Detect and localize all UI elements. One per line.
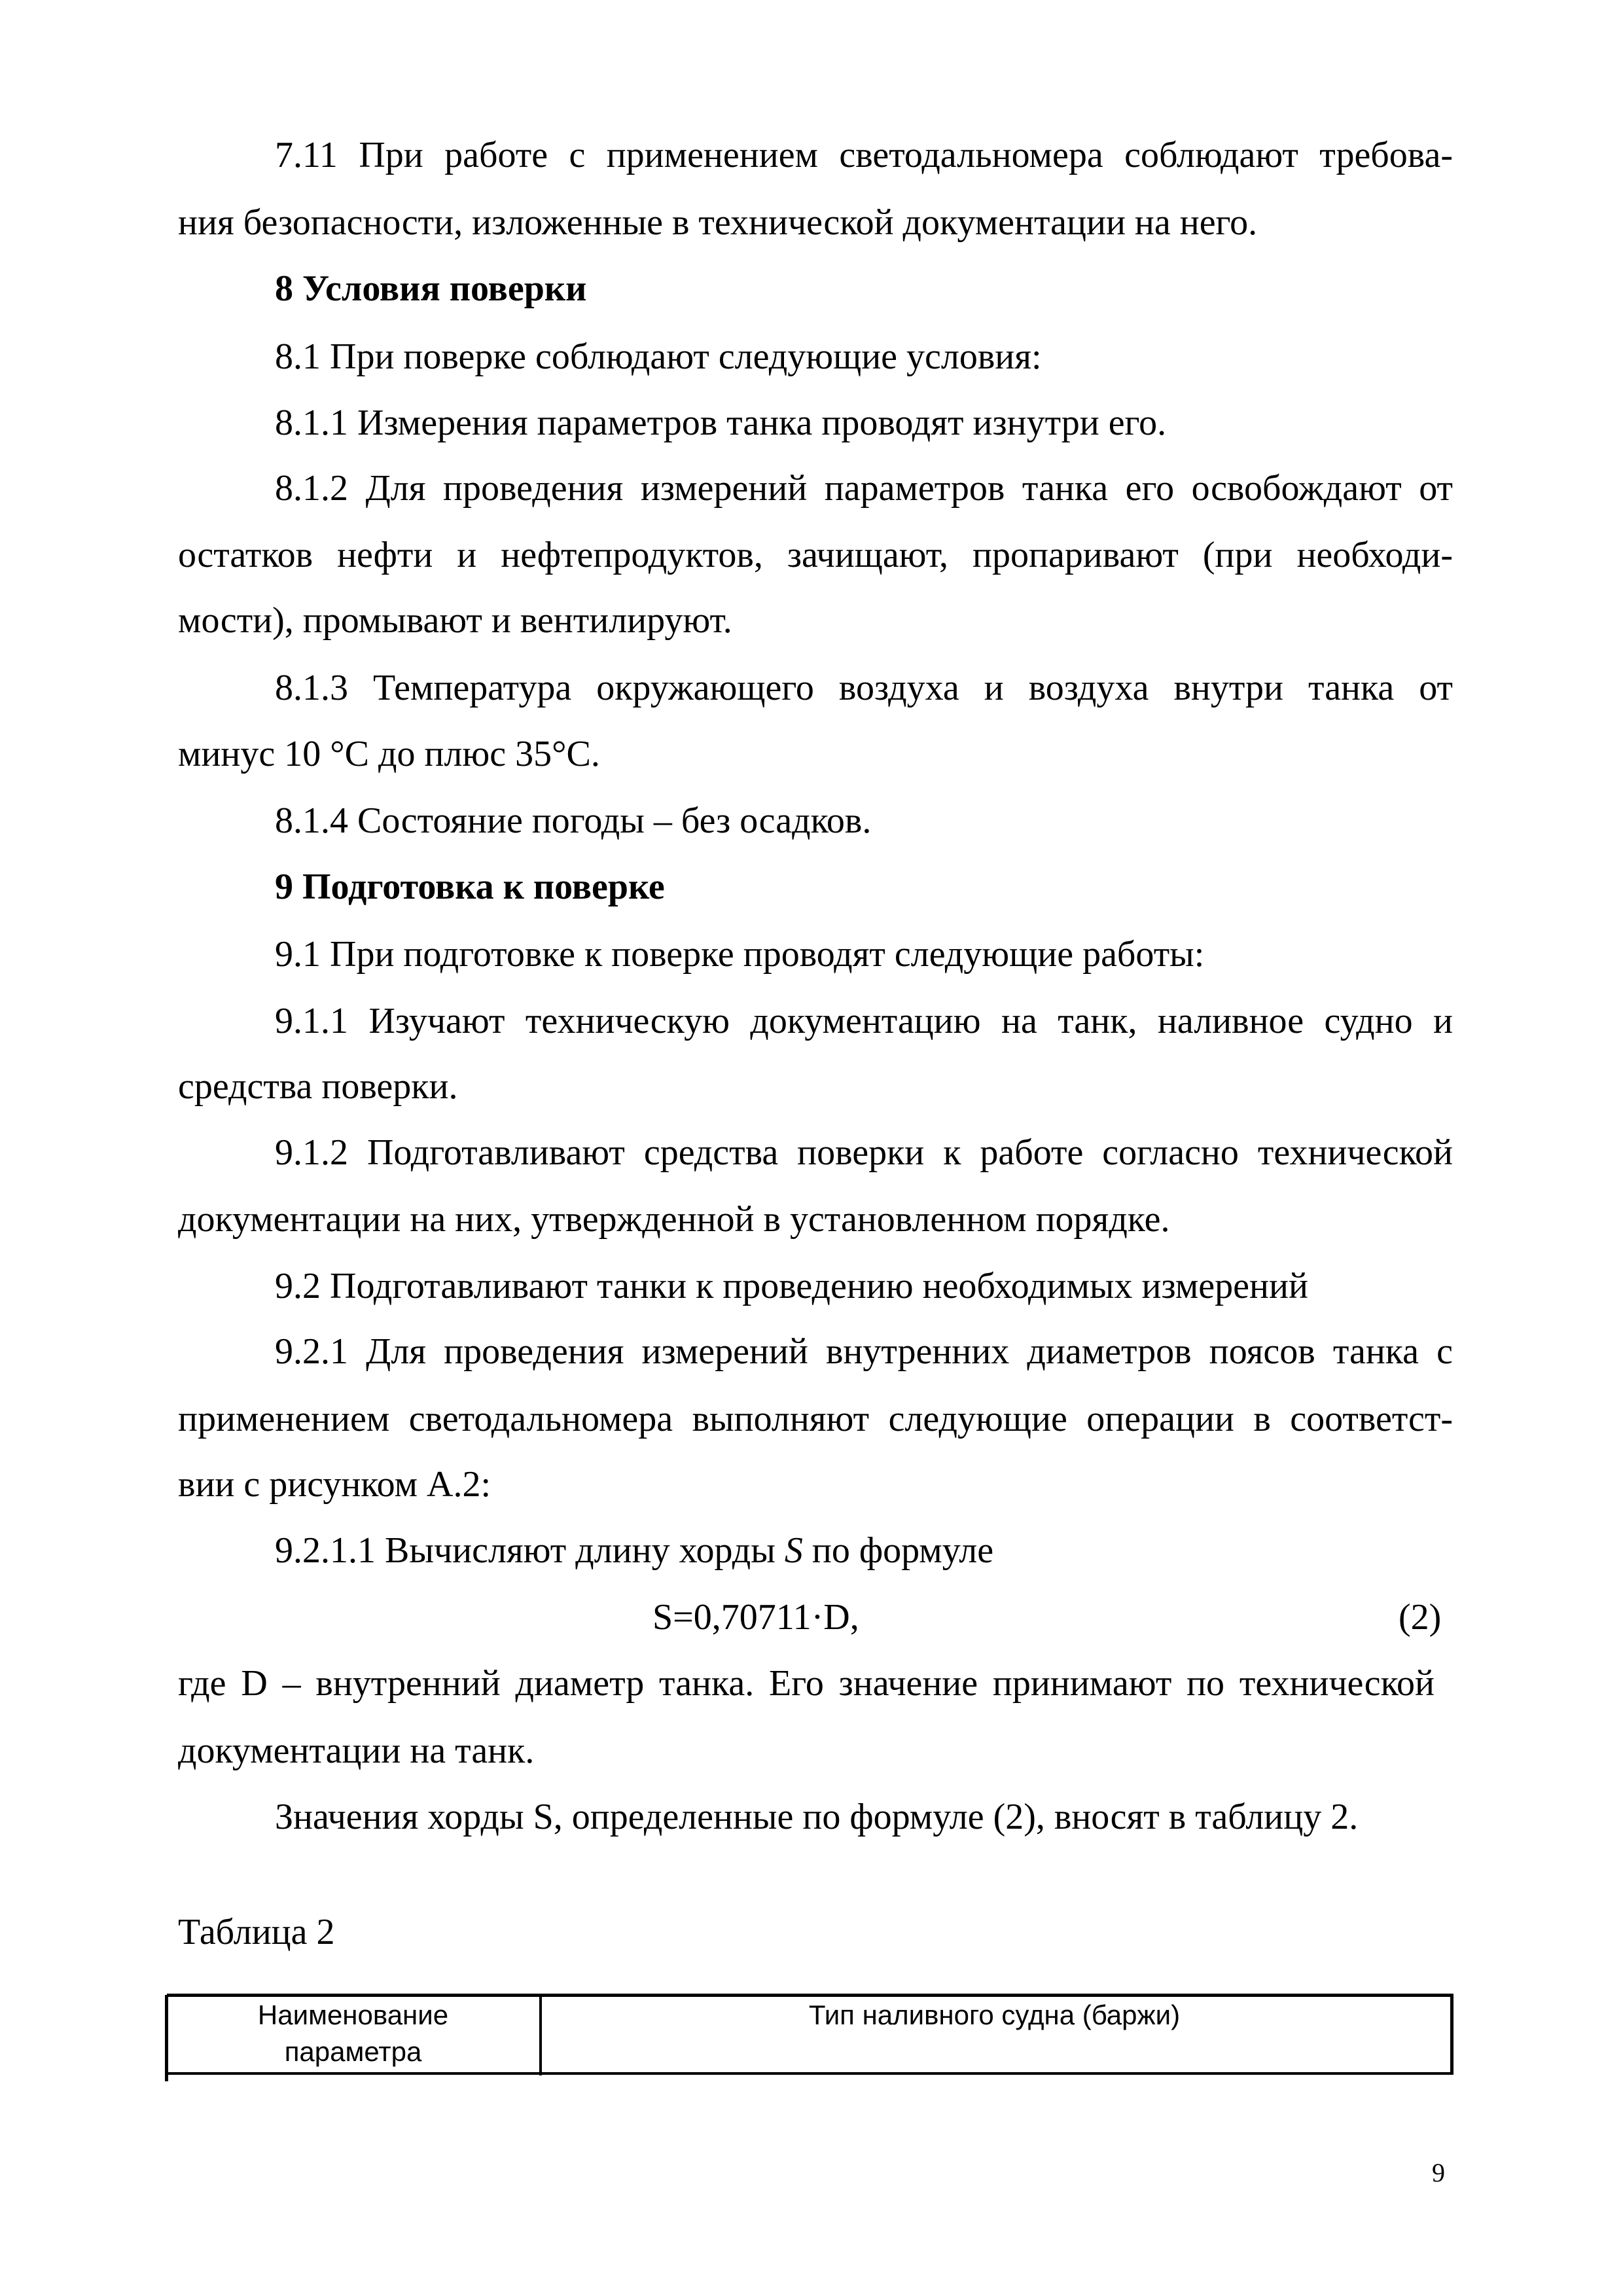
table-header-parameter-name-line-2: параметра	[284, 2036, 422, 2067]
formula-where-line-1: где D – внутренний диаметр танка. Его значение принимают по технической	[178, 1663, 1435, 1704]
formula-number: (2)	[1399, 1597, 1442, 1638]
paragraph-9-1: 9.1 При подготовке к поверке проводят следующие работы:	[275, 934, 1205, 975]
table-caption: Таблица 2	[178, 1912, 335, 1952]
paragraph-9-2-1-1	[275, 1532, 993, 1569]
table-2	[167, 1994, 1454, 2075]
formula-chord: S=0,70711·D,	[652, 1597, 859, 1638]
paragraph-9-2: 9.2 Подготавливают танки к проведению необходимых измерений	[275, 1266, 1308, 1306]
table-header-vessel-type: Тип наливного судна (баржи)	[808, 2000, 1181, 2030]
page-number: 9	[1432, 2158, 1445, 2187]
paragraph-7-11-line-1: 7.11 При работе с применением светодальномера соблюдают требова-	[275, 135, 1453, 175]
paragraph-8-1-2-line-1: 8.1.2 Для проведения измерений параметров танка его освобождают от	[275, 468, 1453, 509]
paragraph-9-2-1-line-1: 9.2.1 Для проведения измерений внутренних диаметров поясов танка с	[275, 1331, 1453, 1372]
section-heading-8: 8 Условия поверки	[275, 268, 587, 309]
paragraph-7-11-line-2: ния безопасности, изложенные в технической документации на него.	[178, 202, 1258, 243]
paragraph-8-1-4: 8.1.4 Состояние погоды – без осадков.	[275, 800, 872, 841]
paragraph-9-1-2-line-2: документации на них, утвержденной в установленном порядке.	[178, 1199, 1170, 1240]
formula-where-line-2: документации на танк.	[178, 1731, 535, 1771]
paragraph-9-1-1-line-1: 9.1.1 Изучают техническую документацию на танк, наливное судно и	[275, 1001, 1453, 1041]
paragraph-8-1-2-line-2: остатков нефти и нефтепродуктов, зачищают, пропаривают (при необходи-	[178, 535, 1453, 575]
paragraph-9-2-1-line-3: вии с рисунком А.2:	[178, 1464, 491, 1505]
paragraph-8-1-3-line-1: 8.1.3 Температура окружающего воздуха и воздуха внутри танка от	[275, 668, 1453, 708]
paragraph-8-1-2-line-3: мости), промывают и вентилируют.	[178, 600, 732, 641]
table-header-parameter-name	[167, 1997, 539, 2070]
paragraph-9-1-2-line-1: 9.1.2 Подготавливают средства поверки к работе согласно технической	[275, 1132, 1453, 1173]
paragraph-8-1: 8.1 При поверке соблюдают следующие условия:	[275, 336, 1042, 377]
paragraph-9-2-1-1-prefix: 9.2.1.1 Вычисляют длину хорды	[275, 1530, 785, 1571]
paragraph-8-1-3-line-2: минус 10 °С до плюс 35°С.	[178, 734, 600, 774]
chord-values-note: Значения хорды S, определенные по формуле (2), вносят в таблицу 2.	[275, 1797, 1359, 1837]
paragraph-9-2-1-1-suffix: по формуле	[802, 1530, 994, 1571]
table-header-parameter-name-line-1: Наименование	[257, 2000, 449, 2030]
chord-variable: S	[784, 1530, 803, 1571]
paragraph-8-1-1: 8.1.1 Измерения параметров танка проводят изнутри его.	[275, 403, 1167, 443]
section-heading-9: 9 Подготовка к поверке	[275, 867, 665, 907]
paragraph-9-1-1-line-2: средства поверки.	[178, 1066, 458, 1107]
paragraph-9-2-1-line-2: применением светодальномера выполняют следующие операции в соответст-	[178, 1399, 1453, 1439]
